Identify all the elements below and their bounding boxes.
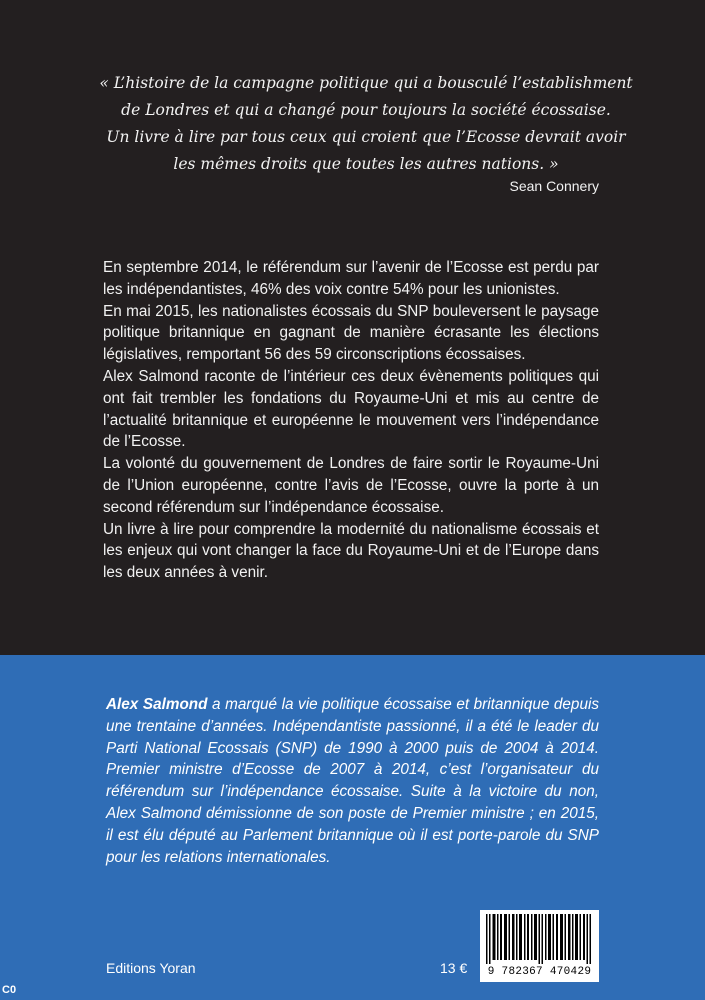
description-paragraph: Alex Salmond raconte de l’intérieur ces deux évènements politiques qui ont fait trembler les fondations du Royaume-Uni et mis au centre de l’actualité britannique et européenne le mouvement vers l’indépendance de l’Ecosse. — [103, 367, 599, 451]
quote-line: les mêmes droits que toutes les autres nations. » — [173, 155, 559, 173]
corner-mark: C0 — [2, 984, 17, 996]
description-paragraph: La volonté du gouvernement de Londres de faire sortir le Royaume-Uni de l’Union européenne, contre l’avis de l’Ecosse, ouvre la porte à un second référendum sur l’indépendance écossaise. — [103, 455, 599, 516]
book-description — [103, 257, 599, 584]
description-paragraph: En septembre 2014, le référendum sur l’avenir de l’Ecosse est perdu par les indépendantistes, 46% des voix contre 54% pour les unionistes. — [103, 259, 599, 298]
author-bio — [106, 694, 599, 868]
quote-line: Un livre à lire par tous ceux qui croient que l’Ecosse devrait avoir — [106, 128, 626, 146]
publisher-name: Editions Yoran — [106, 960, 196, 976]
price: 13 € — [440, 960, 468, 976]
author-bio-text: a marqué la vie politique écossaise et britannique depuis une trentaine d’années. Indépendantiste passionné, il a été le leader du Parti National Ecossais (SNP) de 1990 à 2000 puis de 2004 à 2014. Premier ministre d’Ecosse de 2007 à 2014, c’est l’organisateur du référendum sur l’indépendance écossaise. Suite à la victoire du non, Alex Salmond démissionne de son poste de Premier ministre ; en 2015, il est élu député au Parlement britannique où il est porte-parole du SNP pour les relations internationales. — [106, 696, 599, 866]
description-paragraph: Un livre à lire pour comprendre la modernité du nationalisme écossais et les enjeux qui vont changer la face du Royaume-Uni et de l’Europe dans les deux années à venir. — [103, 520, 599, 582]
description-paragraph: En mai 2015, les nationalistes écossais du SNP bouleversent le paysage politique britannique en gagnant de manière écrasante les élections législatives, remportant 56 des 59 circonscriptions écossaises. — [103, 302, 599, 364]
quote-line: de Londres et qui a changé pour toujours la société écossaise. — [121, 101, 611, 119]
quote-line: « L’histoire de la campagne politique qui a bousculé l’establishment — [99, 74, 633, 92]
endorsement-quote — [96, 70, 636, 178]
barcode-icon — [486, 914, 593, 964]
author-name: Alex Salmond — [106, 696, 208, 713]
isbn-number: 9 782367 470429 — [487, 966, 592, 978]
isbn-barcode — [480, 910, 599, 982]
quote-author: Sean Connery — [509, 178, 599, 194]
